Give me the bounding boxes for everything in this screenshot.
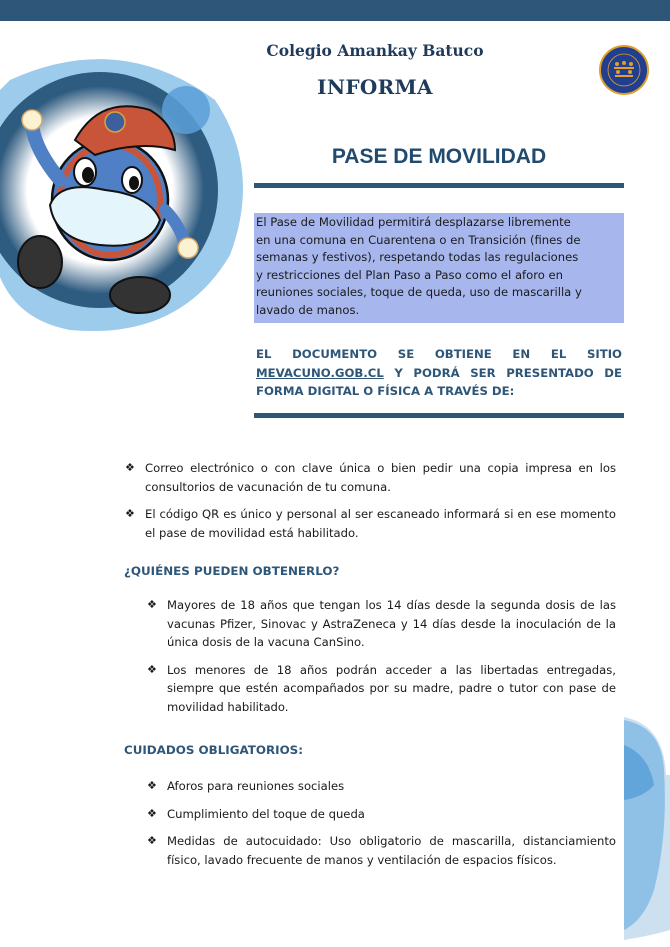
document-text-after: Y PODRÁ SER PRESENTADO DE FORMA DIGITAL O FÍSICA A TRAVÉS DE: (256, 365, 622, 398)
who-heading: ¿QUIÉNES PUEDEN OBTENERLO? (124, 564, 340, 578)
intro-line: reuniones sociales, toque de queda, uso de mascarilla y (256, 285, 582, 300)
informa-heading: INFORMA (317, 75, 433, 99)
list-item: ❖ Los menores de 18 años podrán acceder a las libertadas entregadas, siempre que estén acompañados por su madre, padre o tutor con pase de movilidad habilitado. (147, 662, 616, 714)
care-list (147, 777, 616, 878)
intro-line: en una comuna en Cuarentena o en Transición (fines de (256, 232, 581, 247)
diamond-bullet-icon: ❖ (147, 598, 157, 611)
diamond-bullet-icon: ❖ (147, 806, 157, 820)
who-list (147, 596, 616, 726)
page-title: PASE DE MOVILIDAD (331, 145, 547, 168)
ways-list (125, 459, 616, 551)
diamond-bullet-icon: ❖ (147, 662, 157, 676)
diamond-bullet-icon: ❖ (125, 461, 135, 474)
diamond-bullet-icon: ❖ (147, 779, 157, 792)
care-heading: CUIDADOS OBLIGATORIOS: (124, 743, 303, 757)
list-item: ❖ Mayores de 18 años que tengan los 14 días desde la segunda dosis de las vacunas Pfizer, Sinovac y AstraZeneca y 14 días desde la inoculación de la única dosis de la vacuna CanSino. (147, 598, 616, 650)
mascot-illustration (0, 40, 260, 340)
top-banner (0, 0, 670, 21)
diamond-bullet-icon: ❖ (147, 834, 157, 848)
list-item: ❖ Medidas de autocuidado: Uso obligatorio de mascarilla, distanciamiento físico, lavado frecuente de manos y ventilación de espacios físicos. (147, 834, 616, 867)
decorative-brush-shape (624, 715, 670, 945)
document-text-before: EL DOCUMENTO SE OBTIENE EN EL SITIO (256, 347, 622, 361)
mascot-shoe-right (110, 277, 170, 313)
divider (254, 413, 624, 418)
school-name: Colegio Amankay Batuco (266, 41, 484, 60)
diamond-bullet-icon: ❖ (125, 507, 135, 521)
school-seal-logo (598, 44, 650, 96)
mevacuno-link[interactable]: MEVACUNO.GOB.CL (256, 365, 384, 380)
intro-line: y restricciones del Plan Paso a Paso como el aforo en (256, 267, 563, 282)
list-item: ❖ Aforos para reuniones sociales (147, 777, 616, 796)
intro-line: El Pase de Movilidad permitirá desplazarse libremente (256, 215, 571, 229)
mascot-shoe-left (18, 236, 62, 288)
divider (254, 183, 624, 188)
intro-line: semanas y festivos), respetando todas las regulaciones (256, 250, 579, 265)
list-item: ❖ Cumplimiento del toque de queda (147, 805, 616, 824)
list-item: ❖ Correo electrónico o con clave única o bien pedir una copia impresa en los consultorios de vacunación de tu comuna. (125, 461, 616, 494)
intro-paragraph (254, 213, 624, 323)
list-item: ❖ El código QR es único y personal al ser escaneado informará si en ese momento el pase de movilidad está habilitado. (125, 507, 616, 540)
document-info (256, 345, 622, 401)
intro-line: lavado de manos. (256, 302, 360, 317)
